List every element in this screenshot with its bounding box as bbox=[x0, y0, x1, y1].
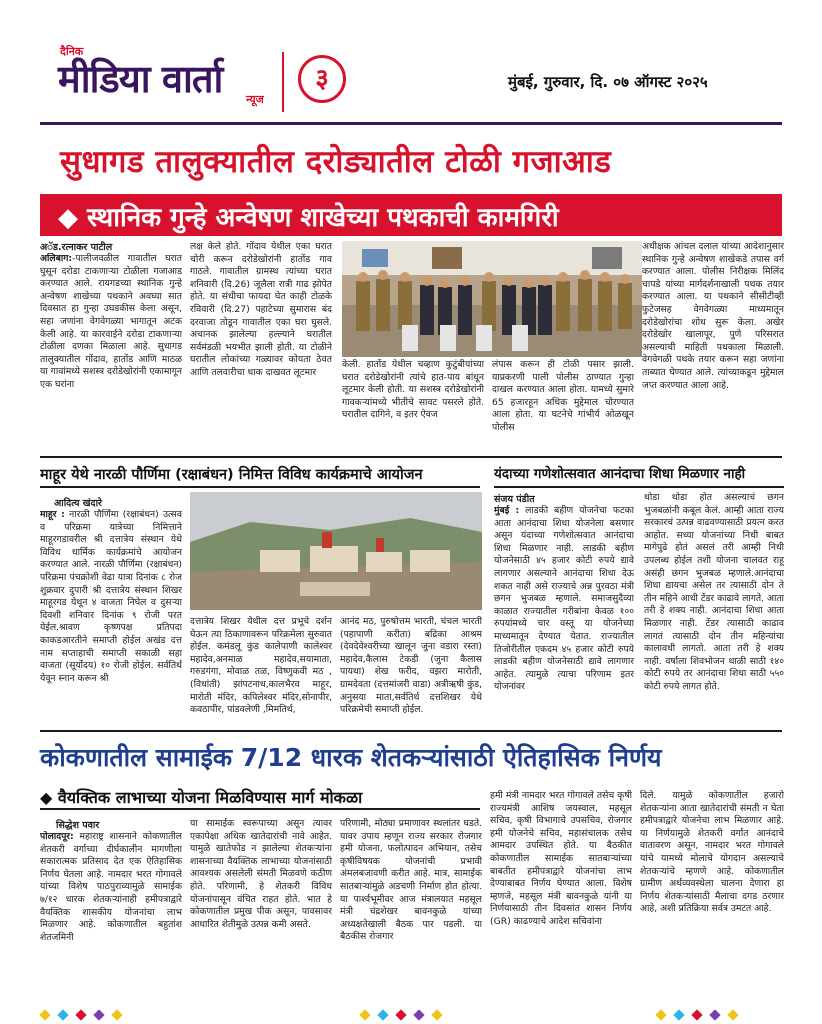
masthead-rule bbox=[40, 122, 782, 125]
masthead-divider bbox=[282, 52, 284, 112]
diamond-icon bbox=[709, 1009, 720, 1020]
story3-byline: संजय पंडीत bbox=[494, 494, 535, 505]
diamond-icon bbox=[377, 1009, 388, 1020]
diamond-icon bbox=[395, 1009, 406, 1020]
story2-headline-rule bbox=[40, 486, 480, 488]
story4-subheadline-rule bbox=[40, 808, 480, 810]
story1-col1 bbox=[40, 253, 182, 411]
diamond-icon bbox=[691, 1009, 702, 1020]
story4-col3: परिणामी, मोठ्या प्रमाणावर स्थलांतर घडते. यावर उपाय म्हणून राज्य सरकार रोजगार हमी योजना, फलोत्पादन अभियान, तसेच कृषीविषयक योजनांची प्रभावी अंमलबजावणी करीत आहे. मात्र, सामाईक सातबाऱ्यांमुळे अडचणी निर्माण होत होत्या. या पार्श्वभूमीवर आज मंत्रालयात महसूल मंत्री चंद्रशेखर बावनकुळे यांच्या अध्यक्षतेखाली बैठक पार पडली. या बैठकीस रोजगार bbox=[340, 818, 482, 943]
story3-col2: थोडा थोडा होत असल्याचं छगन भुजबळांनी कबूल केलं. आम्ही आता राज्य सरकारचं उत्पन्न वाढवण्यासाठी प्रयत्न करत आहोत. सध्या योजनांच्या निधी बाबत मागेपुढे होतं असलं तरी आम्ही निधी उपलब्ध होईल तशी योजना चालवत राहू असंही छगन भुजबळ म्हणाले.आनंदाचा शिधा द्यायचा असेल तर त्यासाठी दोन ते तीन महिने आधी टेंडर काढावे लागते. आता तरी हे शक्य नाही. आनंदाचा शिधा आता मिळणार नाही. टेंडर त्यासाठी काढाव लागतं त्यासाठी दोन तीन महिन्यांचा कालावधी लागतो. आता तरी हे शक्य नाही. वर्षाला शिवभोजन थाळी साठी १४० कोटी रुपये तर आनंदाचा शिधा साठी ५५० कोटी रुपये लागत होते. bbox=[644, 492, 784, 692]
masthead-news: न्यूज bbox=[246, 93, 264, 106]
section-rule-1 bbox=[40, 456, 782, 458]
masthead-daily: दैनिक bbox=[60, 45, 84, 58]
story1-byline: अॅड.रत्नाकर पाटील bbox=[40, 242, 113, 253]
diamond-icon bbox=[673, 1009, 684, 1020]
story1-col4: लंपास करून ही टोळी पसार झाली. याप्रकरणी पाली पोलीस ठाण्यात गुन्हा दाखल करण्यात आला होता. यामध्ये सुमारे 65 हजारहून अधिक मुद्देमाल चोरण्यात आला होता. या घटनेचे गांभीर्य ओळखून पोलीस bbox=[492, 359, 634, 433]
story2-photo bbox=[190, 492, 482, 610]
footer-dots-center bbox=[356, 1004, 446, 1023]
story3-headline-rule bbox=[494, 486, 784, 488]
story1-headline: सुधागड तालुक्यातील दरोड्यातील टोळी गजाआड bbox=[60, 144, 612, 180]
story4-col4: हमी मंत्री नामदार भरत गोगावले तसेच कृषी राज्यमंत्री आशिष जयस्वाल, महसूल सचिव, कृषी विभागाचे उपसचिव, रोजगार हमी योजनेचे सचिव, महासंचालक तसेच आमदार उपस्थित होते. या बैठकीत कोकणातील सामाईक सातबाऱ्यांच्या बाबतीत हमीपत्राद्वारे योजनांचा लाभ देण्याबाबत निर्णय घेण्यात आला. विशेष म्हणजे, महसूल मंत्री बावनकुळे यांनी या निर्णयासाठी तीन दिवसांत शासन निर्णय (GR) काढण्याचे आदेश सचिवांना bbox=[490, 790, 632, 927]
story1-col3: केली. हातोंड येथील चव्हाण कुटुंबीयांच्या घरात दरोडेखोरांनी त्यांचे हात-पाय बांधून लूटमार केली होती. या सशस्त्र दरोडेखोरांनी गावकऱ्यांमध्ये भीतीचे सावट पसरले होते. घरातील दागिने, व इतर ऐवज bbox=[342, 359, 484, 421]
story1-col1-text: -पालीजवळील गावातील घरात घुसून दरोडा टाकणाऱ्या टोळीला गजाआड करण्यात आले. रायगडच्या स्थानिक गुन्हे अन्वेषण शाखेच्या पथकाने अवघ्या सात दिवसात हा गुन्हा उघडकीस केला असून, सहा जणांना वेगवेगळ्या भागातून अटक केली आहे. या कारवाईने दरोडा टाकणाऱ्या टोळीला दणका मिळाला आहे. सुधागड तालुक्यातील गोंदाव, हातोंड आणि माठळ या गावांमध्ये सशस्त्र दरोडेखोरांनी एकामागून एक घरांना bbox=[40, 253, 182, 390]
story4-headline: कोकणातील सामाईक 7/12 धारक शेतकऱ्यांसाठी ऐतिहासिक निर्णय bbox=[40, 743, 662, 772]
story4-subheadline: ◆ वैयक्तिक लाभाच्या योजना मिळविण्यास मार्ग मोकळा bbox=[40, 788, 363, 807]
masthead bbox=[0, 0, 822, 120]
diamond-icon bbox=[359, 1009, 370, 1020]
diamond-icon bbox=[75, 1009, 86, 1020]
story3-headline: यंदाच्या गणेशोत्सवात आनंदाचा शिधा मिळणार नाही bbox=[494, 466, 746, 482]
story1-subheadline: ◆ स्थानिक गुन्हे अन्वेषण शाखेच्या पथकाची कामगिरी bbox=[58, 203, 559, 233]
diamond-icon bbox=[111, 1009, 122, 1020]
story3-col1-text: लाडकी बहीण योजनेचा फटका आता आनंदाचा शिधा योजनेला बसणार असून यंदाच्या गणेशोत्सवात आनंदाचा शिधा मिळणार नाही. लाडकी बहीण योजनेसाठी ४५ हजार कोटी रुपये द्यावे लागणार असल्याने आनंदाचा शिधा देऊ शकत नाही असे राज्याचे अन्न पुरवठा मंत्री छगन भुजबळ म्हणाले. समाजसुदैव्या काळात राज्यातील गरीबांना केवळ १०० रुपयांमध्ये चार वस्तू या योजनेच्या माध्यमातून देण्यात येतात. राज्यातील तिजोरीतील एकदम ४५ हजार कोटी रुपये लाडकी बहीण योजनेसाठी द्यावे लागणार आहेत. त्यामुळे त्याचा परिणाम इतर योजनांवर bbox=[494, 505, 634, 693]
story4-col5: दिले. यामुळे कोकणातील हजारो शेतकऱ्यांना आता खातेदारांची संमती न घेता हमीपत्राद्वारे योजनेचा लाभ मिळणार आहे. या निर्णयामुळे शेतकरी वर्गात आनंदाचे वातावरण असून, नामदार भरत गोगावले यांचे यामध्ये मोलाचे योगदान असल्याचे शेतकऱ्यांचे म्हणणे आहे. कोकणातील ग्रामीण अर्थव्यवस्थेला चालना देणारा हा निर्णय शेतकऱ्यांसाठी मैलाचा दगड ठरणार आहे, अशी प्रतिक्रिया सर्वत्र उमटत आहे. bbox=[640, 790, 784, 915]
story2-col1-text: नारळी पौर्णिमा (रक्षाबंधन) उत्सव व परिक्रमा यात्रेच्या निमित्ताने माहूरगडावरील श्री दत्तात्रेय संस्थान येथे विविध धार्मिक कार्यक्रमांचे आयोजन करण्यात आले. नारळी पौर्णिमा (रक्षाबंधन) परिक्रमा पंचक्रोशी वेढा यात्रा दिनांक ८ रोज शुक्रवार दुपारी श्री दत्तात्रेय संस्थान शिखर माहूरगड येथून ४ वाजता निघेल व दुसऱ्या दिवशी शनिवार दिनांक ९ रोजी परत येईल.श्रावण कृष्णपक्ष प्रतिपदा काकडआरतीने समाप्ती होईल अखंड दत्त नाम सप्ताहाची समाप्ती सकाळी सहा वाजता (सूर्योदय) १० रोजी होईल. सर्वतिर्थ येवून स्नान करून श्री bbox=[40, 509, 182, 684]
dateline: मुंबई, गुरुवार, दि. ०७ ऑगस्ट २०२५ bbox=[508, 73, 708, 91]
footer-dots-right bbox=[652, 1004, 742, 1023]
story2-col3: आनंद मठ, पुरुषोत्तम भारती, चंचल भारती (पहापाणी करीता) बद्रिका आश्रम (देवदेवेश्वरीच्या खालून जुना वडारा रस्ता) महादेव,कैलास टेकडी (जुना कैलास पायथा) शेख फरीद, वझरा मारोती, ग्रामदेवता (दत्तमांजरी वाडा) अत्रीऋषी कुंड, अनुसया माता,सर्वतिर्थ दत्तशिखर येथे परिक्रमेची समाप्ती होईल. bbox=[340, 616, 482, 716]
story2-byline: आदित्य खंदारे bbox=[54, 498, 102, 509]
story2-col2: दत्तात्रेय शिखर येथील दत्त प्रभूचे दर्शन घेऊन त्या ठिकाणावरून परिक्रमेला सुरुवात होईल. कमंडलू कुंड कालेपाणी कालेश्वर महादेव,अनमाळ महादेव,सयामाता, गरुडगंगा, मोवाळ तळ, विष्णुकवी मठ ,(विधांती) झांपटनाथ,कालभैरव माहूर, मारोती मंदिर, कपिलेश्वर मंदिर,सोनापीर, कवठापीर, पांडवलेणी ,मिमतिर्थ, bbox=[190, 616, 332, 716]
diamond-icon bbox=[655, 1009, 666, 1020]
story3-col1 bbox=[494, 505, 634, 727]
story4-byline: सिद्धेश पवार bbox=[56, 820, 100, 831]
section-rule-2 bbox=[40, 730, 782, 732]
story4-col1-text: महाराष्ट्र शासनाने कोकणातील शेतकरी वर्गाच्या दीर्घकालीन मागणीला सकारात्मक प्रतिसाद देत एक ऐतिहासिक निर्णय घेतला आहे. नामदार भरत गोगावले यांच्या विशेष पाठपुराव्यामुळे सामाईक ७/१२ धारक शेतकऱ्यांनाही हमीपत्राद्वारे वैयक्तिक शासकीय योजनांचा लाभ मिळणार आहे. कोकणातील बहुतांश शेतजमिनी bbox=[40, 831, 182, 943]
mahur-temple-photo bbox=[190, 492, 482, 610]
diamond-icon bbox=[431, 1009, 442, 1020]
story1-photo bbox=[342, 241, 642, 357]
story2-headline: माहूर येथे नारळी पौर्णिमा (रक्षाबंधन) निमित्त विविध कार्यक्रमाचे आयोजन bbox=[40, 467, 423, 483]
story2-dateline: माहूर : bbox=[40, 509, 65, 520]
story2-col1 bbox=[40, 509, 182, 731]
story4-col2: या सामाईक स्वरूपाच्या असून त्यावर एकापेक्षा अधिक खातेदारांची नावे आहेत. यामुळे खातेफोड न झालेल्या शेतकऱ्यांना शासनाच्या वैयक्तिक लाभाच्या योजनांसाठी आवश्यक असलेली संमती मिळवणे कठीण होते. परिणामी, हे शेतकरी विविध योजनांपासून वंचित राहत होते. भात हे कोकणातील प्रमुख पीक असून, पावसावर आधारित शेतीमुळे उत्पन्न कमी असते. bbox=[190, 818, 332, 930]
story4-dateline: पोलादपूर: bbox=[40, 831, 74, 842]
diamond-icon bbox=[93, 1009, 104, 1020]
diamond-icon bbox=[57, 1009, 68, 1020]
page-number: ३ bbox=[298, 55, 346, 103]
story3-dateline: मुंबई : bbox=[494, 505, 520, 516]
story1-dateline: अलिबाग: bbox=[40, 253, 73, 264]
masthead-title: मीडिया वार्ता bbox=[58, 57, 223, 101]
diamond-icon bbox=[727, 1009, 738, 1020]
story1-col5: अधीक्षक आंचल दलाल यांच्या आदेशानुसार स्थानिक गुन्हे अन्वेषण शाखेकडे तपास वर्ग करण्यात आला. पोलीस निरीक्षक मिलिंद चापडे यांच्या मार्गदर्शनाखाली पथक तयार करण्यात आला. या पथकाने सीसीटीव्ही फुटेजसह वेगवेगळ्या माध्यमातून दरोडेखोरांचा शोध सुरू केला. अखेर दरोडेखोर खालापूर, पुणे परिसरात असल्याची माहिती पथकाला मिळाली. वेगवेगळी पथके तयार करून सहा जणांना ताब्यात घेण्यात आले. त्यांच्याकडून मुद्देमाल जप्त करण्यात आला आहे. bbox=[642, 241, 784, 391]
diamond-icon bbox=[413, 1009, 424, 1020]
story4-col1 bbox=[40, 831, 182, 993]
police-group-photo bbox=[342, 241, 642, 357]
story1-col2: लक्ष केले होते. गोंदाव येथील एका घरात चोरी करून दरोडेखोरांनी हातोंड गाव गाठले. गावातील ग्रामस्थ त्यांच्या घरात शनिवारी (दि.26) जूलैला रात्री गाढ झोपेत होते. या संधीचा फायदा घेत काही टोळके रविवारी (दि.27) पहाटेच्या सुमारास बंद दरवाजा तोडून गावातील एका घरा घुसले. अचानक झालेल्या हल्ल्याने घरातील सर्वमंडळी भयभीत झाली होती. या टोळीने घरातील लोकांच्या गळ्यावर कोयता ठेवत आणि तलवारीचा धाक दाखवत लूटमार bbox=[190, 241, 332, 378]
footer-dots-left bbox=[36, 1004, 126, 1023]
diamond-icon bbox=[39, 1009, 50, 1020]
